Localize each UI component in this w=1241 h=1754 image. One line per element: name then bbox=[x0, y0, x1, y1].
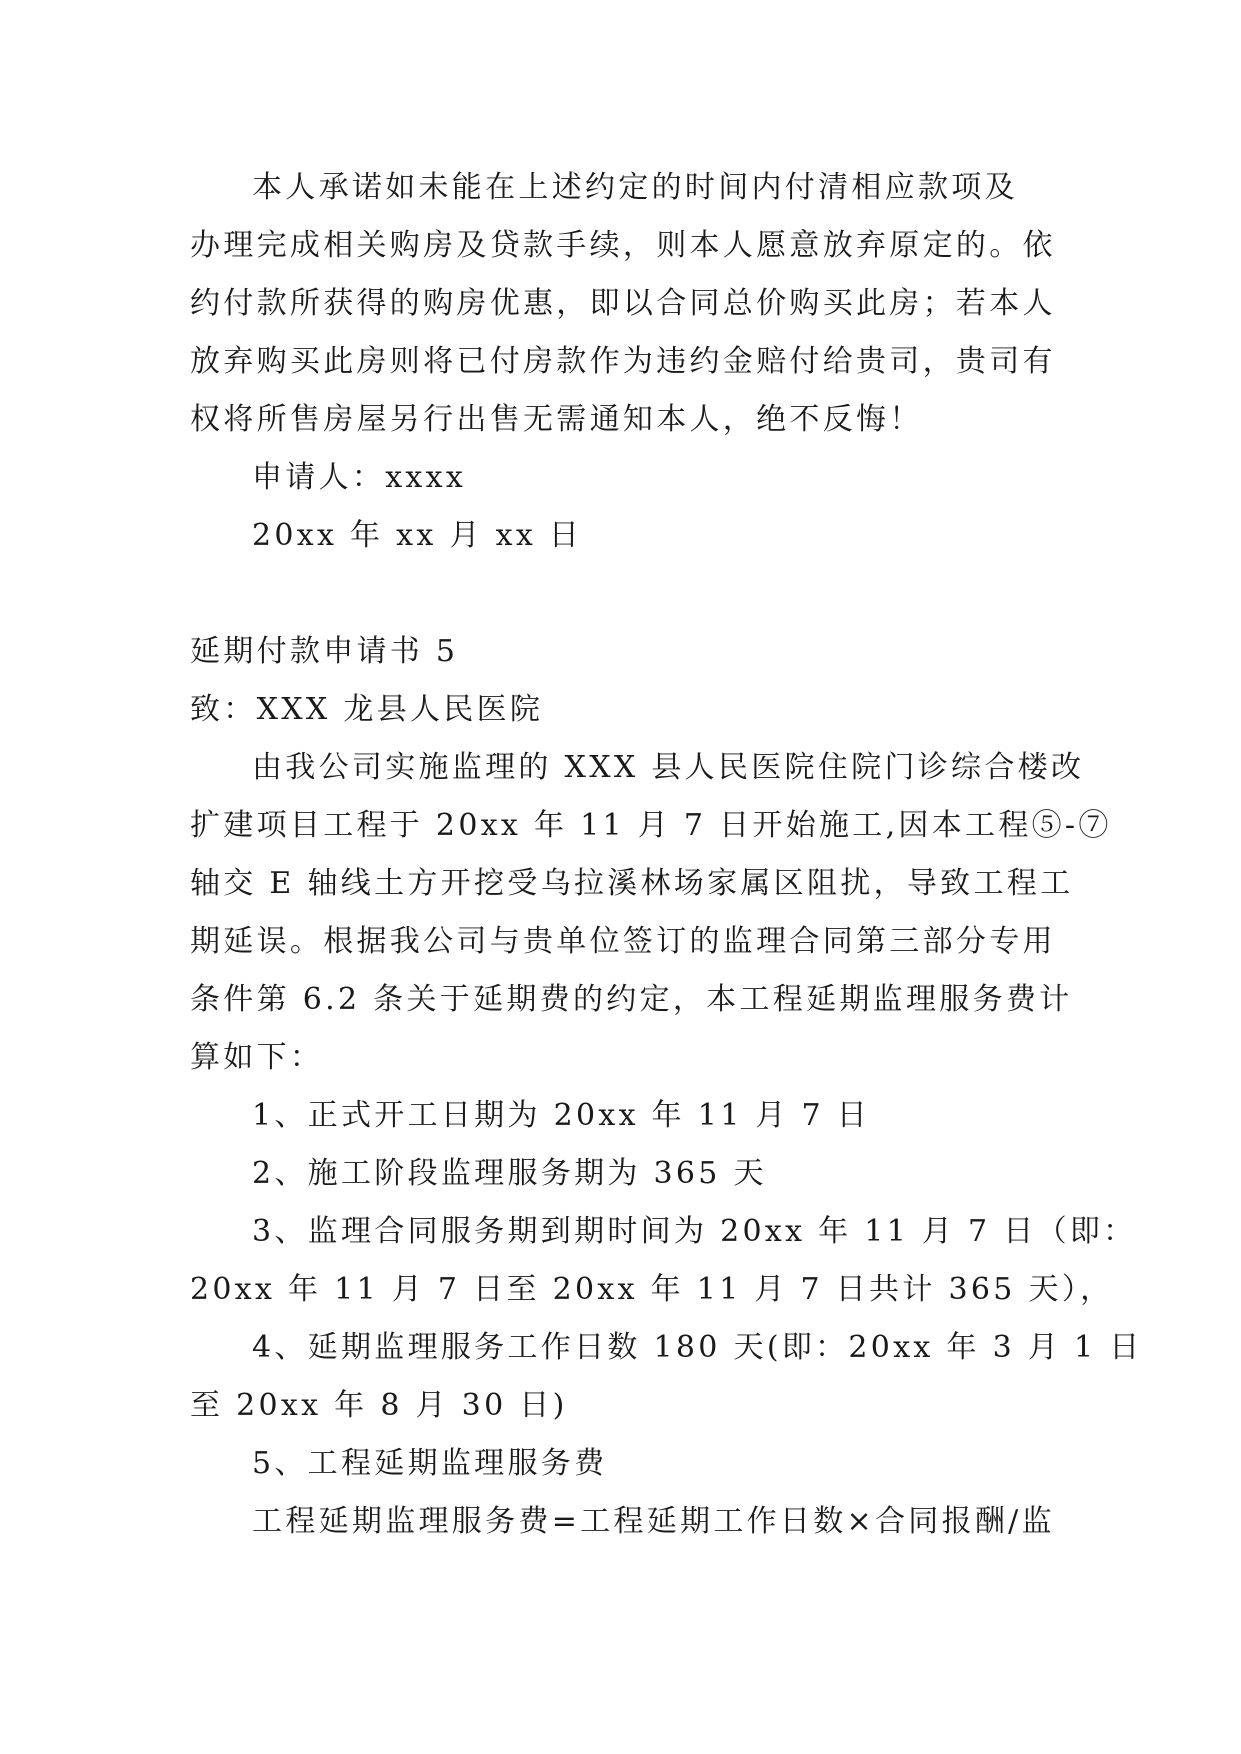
list-item-3: 3、监理合同服务期到期时间为 20xx 年 11 月 7 日（即： bbox=[252, 1214, 1137, 1249]
list-item-1: 1、正式开工日期为 20xx 年 11 月 7 日 bbox=[252, 1098, 871, 1133]
section-title: 延期付款申请书 5 bbox=[190, 634, 459, 669]
paragraph-line: 期延误。根据我公司与贵单位签订的监理合同第三部分专用 bbox=[190, 924, 1056, 959]
date-line: 20xx 年 xx 月 xx 日 bbox=[252, 518, 583, 553]
paragraph-line: 扩建项目工程于 20xx 年 11 月 7 日开始施工,因本工程⑤-⑦ bbox=[190, 808, 1112, 843]
list-item-3-continued: 20xx 年 11 月 7 日至 20xx 年 11 月 7 日共计 365 天）， bbox=[190, 1272, 1114, 1307]
paragraph-line: 算如下： bbox=[190, 1040, 324, 1075]
paragraph-line: 办理完成相关购房及贷款手续，则本人愿意放弃原定的。依 bbox=[190, 228, 1056, 263]
addressee-line: 致：XXX 龙县人民医院 bbox=[190, 692, 544, 727]
paragraph-line: 约付款所获得的购房优惠，即以合同总价购买此房；若本人 bbox=[190, 286, 1056, 321]
paragraph-line: 权将所售房屋另行出售无需通知本人，绝不反悔！ bbox=[190, 402, 923, 437]
formula-line: 工程延期监理服务费=工程延期工作日数×合同报酬/监 bbox=[252, 1504, 1055, 1539]
paragraph-line: 轴交 E 轴线土方开挖受乌拉溪林场家属区阻扰，导致工程工 bbox=[190, 866, 1074, 901]
paragraph-line: 放弃购买此房则将已付房款作为违约金赔付给贵司，贵司有 bbox=[190, 344, 1056, 379]
list-item-4-continued: 至 20xx 年 8 月 30 日) bbox=[190, 1388, 568, 1423]
list-item-2: 2、施工阶段监理服务期为 365 天 bbox=[252, 1156, 767, 1191]
list-item-4: 4、延期监理服务工作日数 180 天(即：20xx 年 3 月 1 日 bbox=[252, 1330, 1143, 1365]
list-item-5: 5、工程延期监理服务费 bbox=[252, 1446, 608, 1481]
paragraph-line: 条件第 6.2 条关于延期费的约定，本工程延期监理服务费计 bbox=[190, 982, 1073, 1017]
applicant-line: 申请人：xxxx bbox=[252, 460, 467, 495]
paragraph-line: 由我公司实施监理的 XXX 县人民医院住院门诊综合楼改 bbox=[252, 750, 1085, 785]
paragraph-line: 本人承诺如未能在上述约定的时间内付清相应款项及 bbox=[252, 170, 1018, 205]
